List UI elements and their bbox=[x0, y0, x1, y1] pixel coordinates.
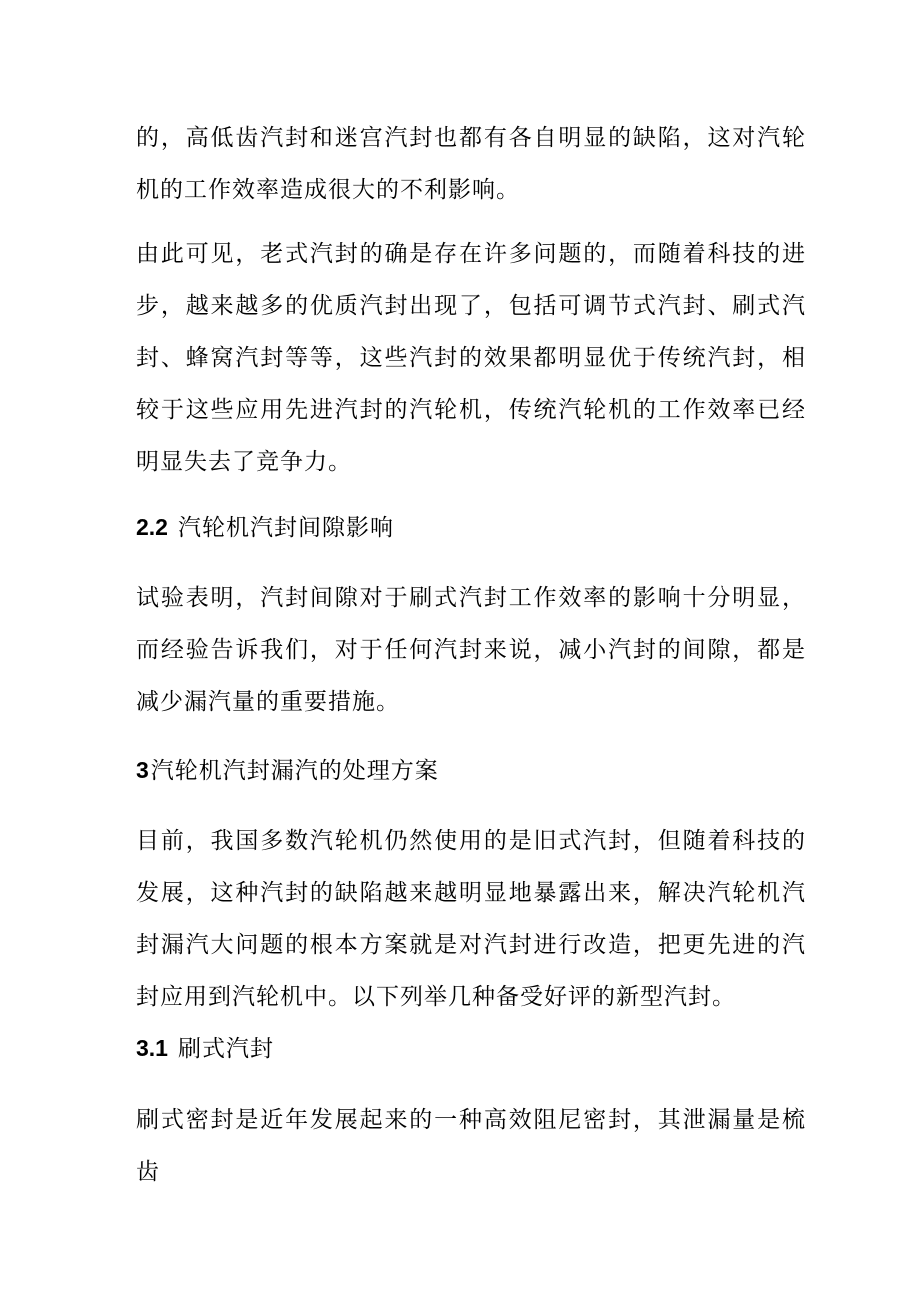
section-heading-3 bbox=[136, 750, 806, 791]
paragraph-seal-clearance: 试验表明，汽封间隙对于刷式汽封工作效率的影响十分明显，而经验告诉我们，对于任何汽封来说，减小汽封的间隙，都是减少漏汽量的重要措施。 bbox=[136, 585, 806, 715]
section-heading-2-2 bbox=[136, 507, 806, 548]
section-heading-3-1 bbox=[136, 1028, 806, 1069]
section-title: 汽轮机汽封间隙影响 bbox=[177, 515, 394, 541]
section-number: 3.1 bbox=[136, 1035, 168, 1061]
paragraph-modern-seals: 由此可见，老式汽封的确是存在许多问题的，而随着科技的进步，越来越多的优质汽封出现了，包括可调节式汽封、刷式汽封、蜂窝汽封等等，这些汽封的效果都明显优于传统汽封，相较于这些应用先进汽封的汽轮机，传统汽轮机的工作效率已经明显失去了竞争力。 bbox=[136, 241, 806, 475]
section-title: 刷式汽封 bbox=[177, 1036, 274, 1062]
paragraph-solution: 目前，我国多数汽轮机仍然使用的是旧式汽封，但随着科技的发展，这种汽封的缺陷越来越明显地暴露出来，解决汽轮机汽封漏汽大问题的根本方案就是对汽封进行改造，把更先进的汽封应用到汽轮机中。以下列举几种备受好评的新型汽封。 bbox=[136, 828, 806, 1010]
paragraph-seal-defects: 的，高低齿汽封和迷宫汽封也都有各自明显的缺陷，这对汽轮机的工作效率造成很大的不利影响。 bbox=[136, 125, 806, 203]
section-number: 2.2 bbox=[136, 514, 168, 540]
paragraph-brush-seal: 刷式密封是近年发展起来的一种高效阻尼密封，其泄漏量是梳齿 bbox=[136, 1107, 806, 1185]
section-number: 3 bbox=[136, 757, 149, 783]
section-title: 汽轮机汽封漏汽的处理方案 bbox=[150, 758, 439, 784]
